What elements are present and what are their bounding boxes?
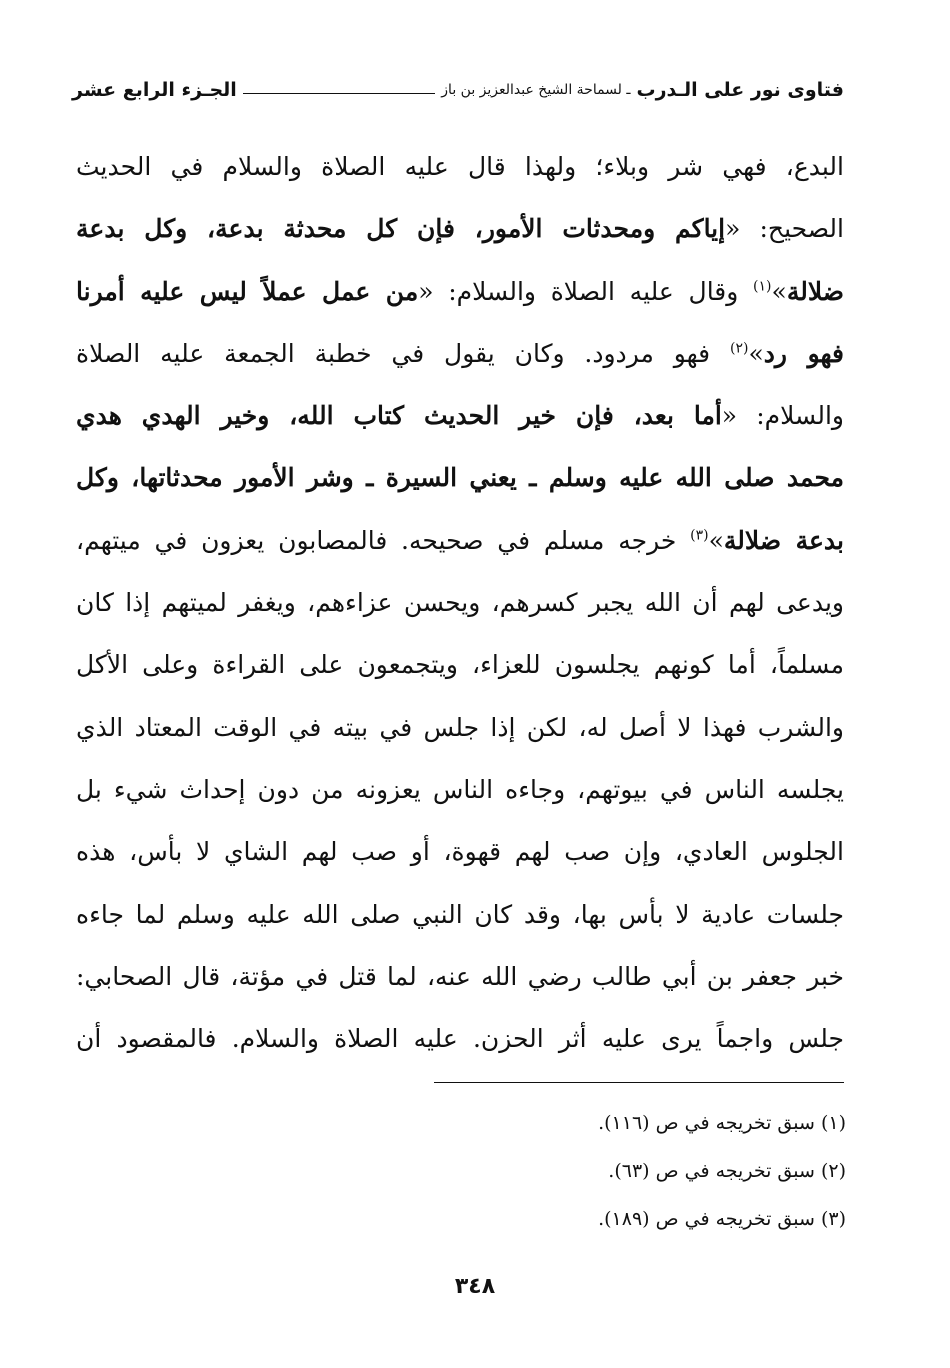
text-line [76, 884, 844, 946]
text-segment: جلسات عادية لا بأس بها، وقد كان النبي صلى الله عليه وسلم لما جاءه [76, 899, 844, 929]
hadith-quote: محمد صلى الله عليه وسلم ـ يعني السيرة ـ وشر الأمور محدثاتها، وكل [76, 463, 844, 493]
author-name: ـ لسماحة الشيخ عبدالعزيز بن باز [441, 82, 631, 98]
text-segment: خرجه مسلم في صحيحه. فالمصابون يعزون في ميتهم، [76, 525, 691, 555]
text-segment: البدع، فهي شر وبلاء؛ ولهذا قال عليه الصلاة والسلام في الحديث [76, 152, 844, 181]
text-segment: يجلسه الناس في بيوتهم، وجاءه الناس يعزونه من دون إحداث شيء بل [76, 774, 844, 804]
footnote: (٣) سبق تخريجه في ص (١٨٩). [598, 1208, 846, 1230]
text-segment: والشرب فهذا لا أصل له، لكن إذا جلس في بيته في الوقت المعتاد الذي [76, 712, 844, 742]
hadith-quote: فهو رد [763, 338, 844, 368]
hadith-quote: ضلالة [786, 276, 844, 306]
text-segment: » [771, 276, 787, 306]
text-segment: والسلام: « [721, 401, 844, 431]
text-line [76, 510, 844, 572]
text-line [76, 136, 844, 198]
text-line [76, 572, 844, 634]
text-line [76, 759, 844, 821]
running-header [72, 72, 844, 108]
footnote-separator [434, 1082, 844, 1083]
text-line [76, 323, 844, 385]
text-segment: فهو مردود. وكان يقول في خطبة الجمعة عليه الصلاة [76, 338, 730, 368]
main-text [76, 136, 844, 1070]
hadith-quote: أما بعد، فإن خير الحديث كتاب الله، وخير الهدي هدي [76, 401, 722, 431]
page-number: ٣٤٨ [454, 1274, 496, 1299]
hadith-quote: إياكم ومحدثات الأمور، فإن كل محدثة بدعة، وكل بدعة [76, 214, 726, 244]
footnote: (١) سبق تخريجه في ص (١١٦). [598, 1112, 846, 1134]
text-segment: وقال عليه الصلاة والسلام: « [418, 276, 754, 306]
text-segment: الجلوس العادي، وإن صب لهم قهوة، أو صب لهم الشاي لا بأس، هذه [76, 837, 844, 867]
text-segment: مسلماً، أما كونهم يجلسون للعزاء، ويتجمعون على القراءة وعلى الأكل [76, 650, 844, 680]
text-line [76, 634, 844, 696]
text-line [76, 385, 844, 447]
text-line [76, 198, 844, 260]
text-segment: الصحيح: « [725, 214, 844, 244]
text-segment: خبر جعفر بن أبي طالب رضي الله عنه، لما قتل في مؤتة، قال الصحابي: [76, 961, 844, 991]
text-line [76, 821, 844, 883]
text-line [76, 697, 844, 759]
footnote: (٢) سبق تخريجه في ص (٦٣). [608, 1160, 846, 1182]
text-line [76, 261, 844, 323]
footnote-marker: (٣) [690, 527, 709, 544]
header-rule [243, 93, 435, 94]
text-segment: » [748, 338, 764, 368]
text-segment: جلس واجماً يرى عليه أثر الحزن. عليه الصلاة والسلام. فالمقصود أن [76, 1024, 844, 1054]
hadith-quote: بدعة ضلالة [723, 525, 844, 555]
text-segment: » [708, 525, 724, 555]
footnotes [446, 1100, 846, 1244]
footnote-marker: (١) [753, 278, 772, 295]
text-line [76, 447, 844, 509]
book-title: فتاوى نور على الـدرب [636, 79, 844, 101]
volume-part: الجـزء الرابع عشر [72, 79, 237, 101]
text-segment: ويدعى لهم أن الله يجبر كسرهم، ويحسن عزاءهم، ويغفر لميتهم إذا كان [76, 588, 844, 618]
footnote-marker: (٢) [730, 340, 749, 357]
text-line [76, 946, 844, 1008]
hadith-quote: من عمل عملاً ليس عليه أمرنا [76, 276, 419, 306]
text-line [76, 1008, 844, 1070]
